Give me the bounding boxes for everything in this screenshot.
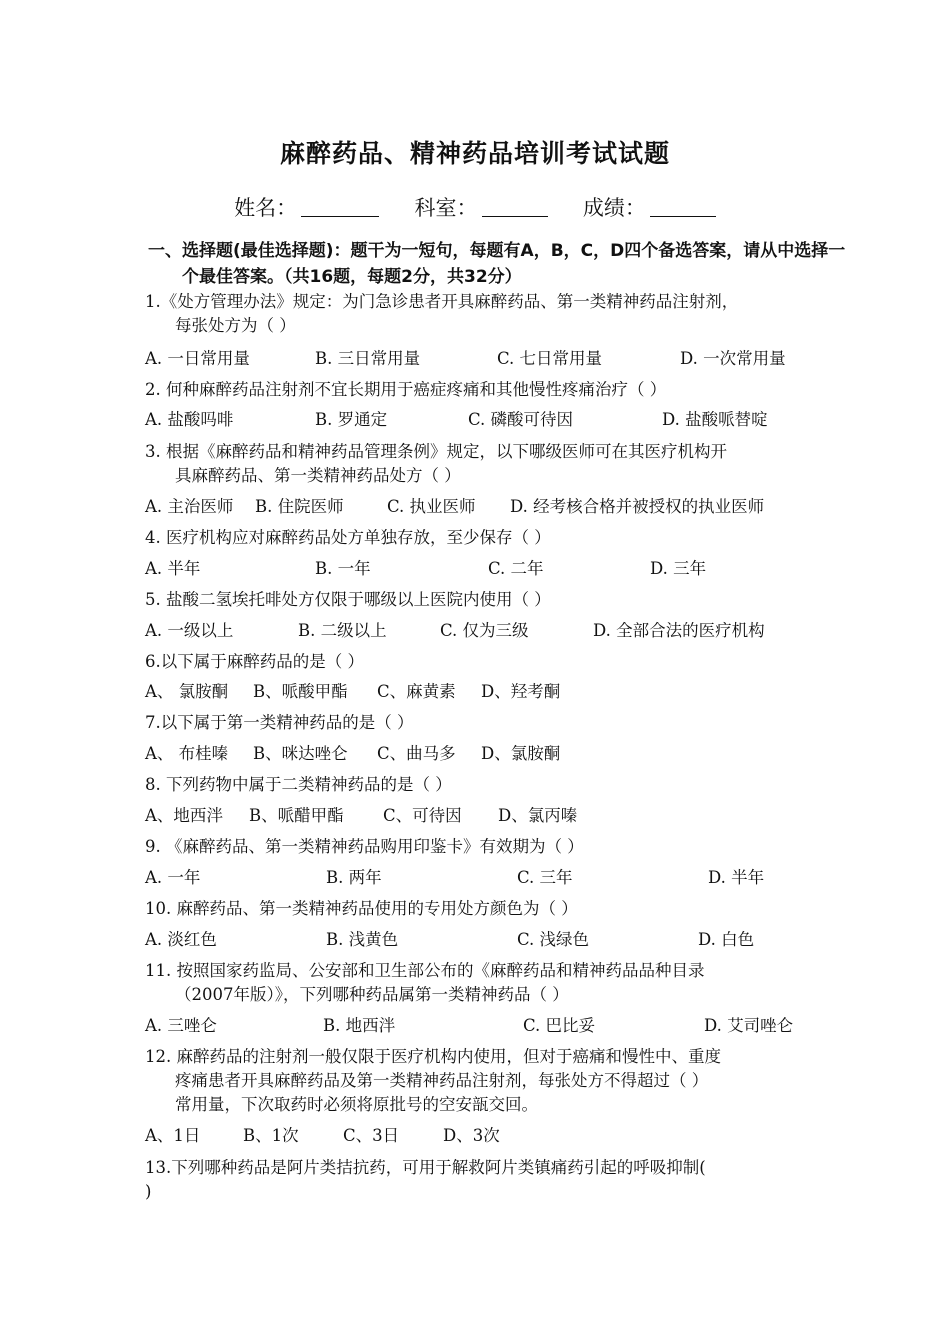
option-b[interactable]: B. 住院医师	[255, 497, 344, 516]
option-d[interactable]: D. 一次常用量	[680, 349, 786, 368]
option-d[interactable]: D、3次	[443, 1126, 500, 1145]
option-d[interactable]: D. 艾司唑仑	[704, 1016, 794, 1035]
score-blank[interactable]	[650, 198, 716, 217]
option-d[interactable]: D、羟考酮	[481, 682, 561, 701]
question-stem: 10. 麻醉药品、第一类精神药品使用的专用处方颜色为（ ）	[145, 899, 578, 918]
option-d[interactable]: D. 盐酸哌替啶	[662, 410, 768, 429]
option-a[interactable]: A. 淡红色	[145, 930, 217, 949]
question-11	[145, 959, 815, 1007]
option-a[interactable]: A. 三唑仑	[145, 1016, 217, 1035]
option-d[interactable]: D. 三年	[650, 559, 707, 578]
option-c[interactable]: C. 三年	[517, 868, 573, 887]
question-9	[145, 835, 815, 859]
option-c[interactable]: C. 仅为三级	[440, 621, 529, 640]
option-d[interactable]: D. 白色	[698, 930, 755, 949]
question-stem: 8. 下列药物中属于二类精神药品的是（ ）	[145, 775, 452, 794]
option-a[interactable]: A. 盐酸吗啡	[145, 410, 234, 429]
option-d[interactable]: D. 半年	[708, 868, 765, 887]
option-d[interactable]: D. 经考核合格并被授权的执业医师	[510, 497, 765, 516]
question-1	[145, 290, 815, 338]
option-c[interactable]: C. 磷酸可待因	[468, 410, 574, 429]
name-label: 姓名：	[234, 196, 298, 220]
option-b[interactable]: B. 一年	[315, 559, 371, 578]
option-a[interactable]: A. 一日常用量	[145, 349, 250, 368]
question-6	[145, 650, 815, 674]
question-stem: 7.以下属于第一类精神药品的是（ ）	[145, 713, 414, 732]
question-4	[145, 526, 815, 550]
option-a[interactable]: A、1日	[145, 1126, 201, 1145]
option-b[interactable]: B、咪达唑仑	[253, 744, 348, 763]
option-a[interactable]: A. 半年	[145, 559, 201, 578]
question-stem: 5. 盐酸二氢埃托啡处方仅限于哪级以上医院内使用（ ）	[145, 590, 551, 609]
option-b[interactable]: B. 两年	[326, 868, 382, 887]
option-b[interactable]: B. 二级以上	[298, 621, 387, 640]
question-stem: 1.《处方管理办法》规定：为门急诊患者开具麻醉药品、第一类精神药品注射剂，	[145, 292, 739, 311]
dept-label: 科室：	[414, 196, 478, 220]
option-c[interactable]: C、麻黄素	[377, 682, 456, 701]
option-c[interactable]: C. 执业医师	[387, 497, 476, 516]
option-b[interactable]: B. 地西泮	[323, 1016, 396, 1035]
option-a[interactable]: A、地西泮	[145, 806, 223, 825]
student-info-bar	[0, 192, 950, 222]
option-b[interactable]: B. 浅黄色	[326, 930, 399, 949]
question-stem-cont: 疼痛患者开具麻醉药品及第一类精神药品注射剂，每张处方不得超过（ ）	[175, 1071, 709, 1090]
page-title: 麻醉药品、精神药品培训考试试题	[279, 139, 670, 168]
question-13	[145, 1156, 815, 1204]
question-stem: 11. 按照国家药监局、公安部和卫生部公布的《麻醉药品和精神药品品种目录	[145, 961, 705, 980]
question-stem-cont: （2007年版）》，下列哪种药品属第一类精神药品（ ）	[175, 985, 569, 1004]
option-c[interactable]: C. 浅绿色	[517, 930, 590, 949]
option-c[interactable]: C. 七日常用量	[497, 349, 603, 368]
option-c[interactable]: C、3日	[343, 1126, 400, 1145]
question-stem: 6.以下属于麻醉药品的是（ ）	[145, 652, 364, 671]
question-8	[145, 773, 815, 797]
option-b[interactable]: B、哌醋甲酯	[249, 806, 344, 825]
section-heading: 一、选择题(最佳选择题)：题干为一短句，每题有A，B，C，D四个备选答案，请从中选择一个最佳答案。（共16题，每题2分，共32分）	[148, 241, 846, 287]
option-b[interactable]: B、哌酸甲酯	[253, 682, 348, 701]
option-a[interactable]: A、 布桂嗪	[145, 744, 229, 763]
option-a[interactable]: A. 一年	[145, 868, 201, 887]
question-stem: 13.下列哪种药品是阿片类拮抗药，可用于解救阿片类镇痛药引起的呼吸抑制(	[145, 1158, 706, 1177]
option-c[interactable]: C. 巴比妥	[523, 1016, 596, 1035]
option-b[interactable]: B. 三日常用量	[315, 349, 421, 368]
question-2	[145, 378, 815, 402]
question-stem: 12. 麻醉药品的注射剂一般仅限于医疗机构内使用，但对于癌痛和慢性中、重度	[145, 1047, 721, 1066]
question-stem: 4. 医疗机构应对麻醉药品处方单独存放，至少保存（ ）	[145, 528, 551, 547]
option-a[interactable]: A. 主治医师	[145, 497, 234, 516]
score-label: 成绩：	[582, 196, 646, 220]
question-12	[145, 1045, 815, 1117]
name-blank[interactable]	[301, 198, 379, 217]
option-c[interactable]: C、曲马多	[377, 744, 456, 763]
option-d[interactable]: D. 全部合法的医疗机构	[593, 621, 765, 640]
question-stem-cont: )	[145, 1182, 152, 1201]
question-10	[145, 897, 815, 921]
dept-blank[interactable]	[482, 198, 548, 217]
option-a[interactable]: A. 一级以上	[145, 621, 234, 640]
option-d[interactable]: D、氯丙嗪	[498, 806, 578, 825]
question-stem-cont-2: 常用量，下次取药时必须将原批号的空安瓿交回。	[175, 1095, 538, 1114]
question-5	[145, 588, 815, 612]
option-d[interactable]: D、氯胺酮	[481, 744, 561, 763]
question-3	[145, 440, 815, 488]
question-stem: 9. 《麻醉药品、第一类精神药品购用印鉴卡》有效期为（ ）	[145, 837, 584, 856]
question-stem-cont: 每张处方为（ ）	[175, 316, 296, 335]
question-7	[145, 711, 815, 735]
question-stem: 2. 何种麻醉药品注射剂不宜长期用于癌症疼痛和其他慢性疼痛治疗（ ）	[145, 380, 667, 399]
option-b[interactable]: B. 罗通定	[315, 410, 388, 429]
option-a[interactable]: A、 氯胺酮	[145, 682, 229, 701]
option-c[interactable]: C、可待因	[383, 806, 462, 825]
option-c[interactable]: C. 二年	[488, 559, 544, 578]
question-stem-cont: 具麻醉药品、第一类精神药品处方（ ）	[175, 466, 461, 485]
question-stem: 3. 根据《麻醉药品和精神药品管理条例》规定，以下哪级医师可在其医疗机构开	[145, 442, 727, 461]
option-b[interactable]: B、1次	[243, 1126, 299, 1145]
